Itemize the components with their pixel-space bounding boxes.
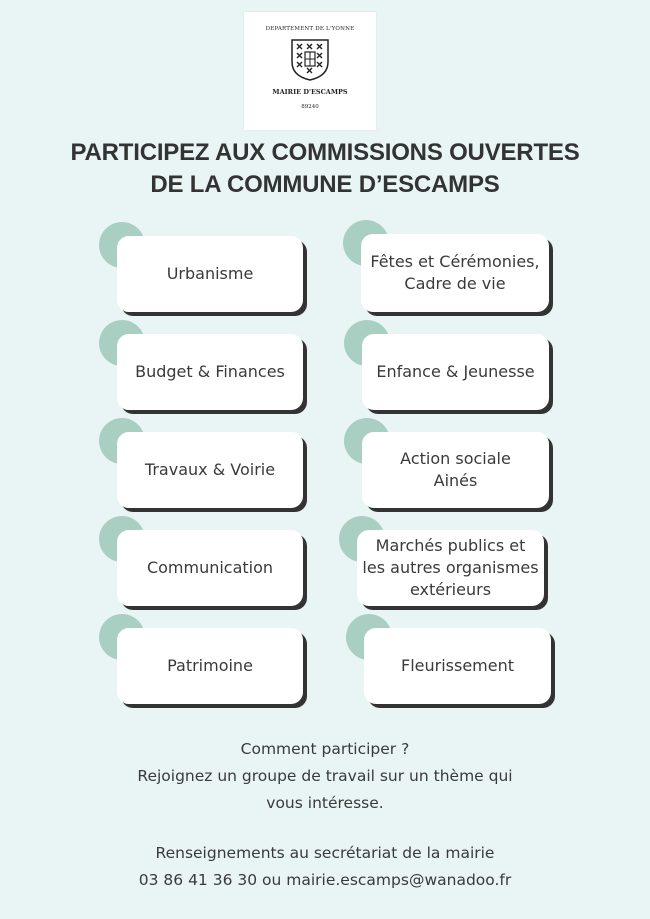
- contact-info-line-1: Renseignements au secrétariat de la mairie: [155, 844, 495, 862]
- commission-card-urbanisme: [117, 236, 303, 312]
- how-to-participate-line-2: vous intéresse.: [266, 794, 384, 812]
- logo-department: DEPARTEMENT DE L'YONNE: [265, 26, 355, 32]
- commission-card-budget: [117, 334, 303, 410]
- logo-mairie-name: MAIRIE D'ESCAMPS: [272, 88, 348, 96]
- how-to-participate-line-1: Rejoignez un groupe de travail sur un thème qui: [137, 767, 513, 785]
- page-title-line-1: PARTICIPEZ AUX COMMISSIONS OUVERTES: [70, 139, 580, 166]
- commission-card-enfance: [362, 334, 549, 410]
- commission-label: Communication: [146, 558, 274, 577]
- commission-card-fleurissement: [364, 628, 551, 704]
- commission-label: Patrimoine: [167, 656, 253, 675]
- coat-of-arms-icon: [290, 38, 330, 82]
- logo-postal-code: 89240: [301, 104, 319, 110]
- commission-label: Marchés publics et les autres organismes extérieurs: [362, 536, 539, 599]
- how-to-participate-heading: Comment participer ?: [240, 740, 410, 758]
- commission-label: Budget & Finances: [135, 362, 285, 381]
- commission-label: Fêtes et Cérémonies, Cadre de vie: [370, 252, 540, 293]
- commission-label: Travaux & Voirie: [144, 460, 276, 479]
- commission-card-travaux: [117, 432, 303, 508]
- page-title-line-2: DE LA COMMUNE D’ESCAMPS: [150, 171, 500, 198]
- commission-label: Enfance & Jeunesse: [376, 362, 535, 381]
- commission-card-fetes: [361, 234, 549, 312]
- commission-card-patrimoine: [117, 628, 303, 704]
- contact-info-line-2: 03 86 41 36 30 ou mairie.escamps@wanadoo.fr: [138, 871, 512, 889]
- commission-card-communication: [117, 530, 303, 606]
- commission-card-marches-publics: [357, 530, 544, 606]
- mairie-logo: [244, 12, 376, 130]
- commission-label: Urbanisme: [166, 264, 254, 283]
- commission-card-action-sociale: [362, 432, 549, 508]
- commission-label: Fleurissement: [400, 656, 514, 675]
- commission-label: Action sociale Ainés: [400, 449, 511, 490]
